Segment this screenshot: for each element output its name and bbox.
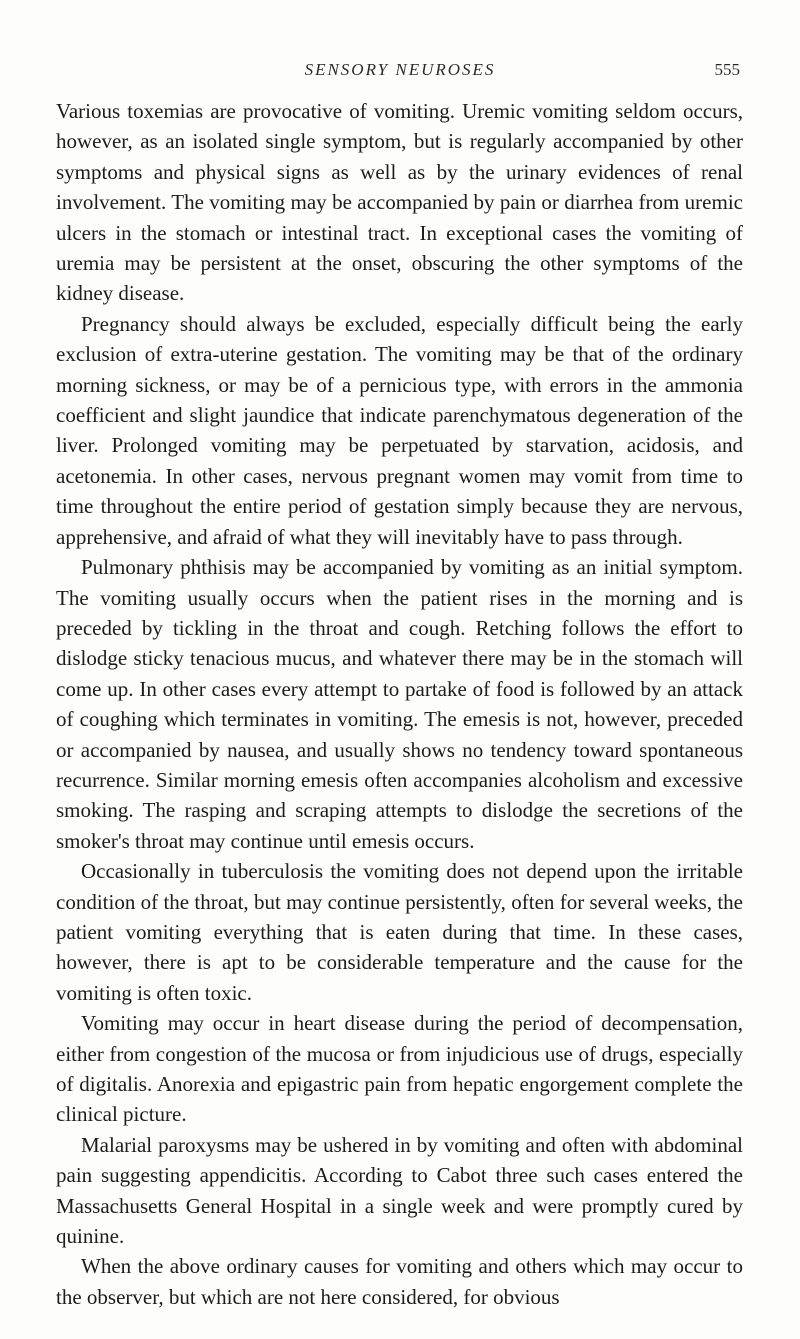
- paragraph-toxemias: Various toxemias are provocative of vomiting. Uremic vomiting seldom occurs, however, as an isolated single symptom, but is regularly accompanied by other symptoms and physical signs as well as by the urinary evidences of renal involvement. The vomiting may be accompanied by pain or diarrhea from uremic ulcers in the stomach or intestinal tract. In exceptional cases the vomiting of uremia may be persistent at the onset, obscuring the other symptoms of the kidney disease.: [56, 99, 743, 306]
- page-number: 555: [714, 60, 740, 79]
- paragraph-ordinary-causes: When the above ordinary causes for vomiting and others which may occur to the observer, but which are not here considered, for obvious: [56, 1254, 743, 1309]
- running-head: [60, 60, 740, 86]
- paragraph-pregnancy: Pregnancy should always be excluded, especially difficult being the early exclusion of extra-uterine gestation. The vomiting may be that of the ordinary morning sickness, or may be of a pernicious type, with errors in the ammonia coefficient and slight jaundice that indicate parenchymatous degeneration of the liver. Prolonged vomiting may be perpetuated by starvation, acidosis, and acetonemia. In other cases, nervous pregnant women may vomit from time to time throughout the entire period of gestation simply because they are nervous, apprehensive, and afraid of what they will inevitably have to pass through.: [56, 311, 743, 549]
- running-title: SENSORY NEUROSES: [304, 60, 496, 79]
- paragraph-heart-disease: Vomiting may occur in heart disease during the period of decompensation, either from congestion of the mucosa or from injudicious use of drugs, especially of digitalis. Anorexia and epigastric pain from hepatic engorgement complete the clinical picture.: [56, 1011, 743, 1127]
- body-text: [56, 96, 743, 1312]
- paragraph-tuberculosis: Occasionally in tuberculosis the vomiting does not depend upon the irritable condition of the throat, but may continue persistently, often for several weeks, the patient vomiting everything that is eaten during that time. In these cases, however, there is apt to be considerable temperature and the cause for the vomiting is often toxic.: [56, 859, 743, 1005]
- paragraph-malarial: Malarial paroxysms may be ushered in by vomiting and often with abdominal pain suggesting appendicitis. According to Cabot three such cases entered the Massachusetts General Hospital in a single week and were promptly cured by quinine.: [56, 1132, 743, 1249]
- paragraph-pulmonary-phthisis: Pulmonary phthisis may be accompanied by vomiting as an initial symptom. The vomiting usually occurs when the patient rises in the morning and is preceded by tickling in the throat and cough. Retching follows the effort to dislodge sticky tenacious mucus, and whatever there may be in the stomach will come up. In other cases every attempt to partake of food is followed by an attack of coughing which terminates in vomiting. The emesis is not, however, preceded or accompanied by nausea, and usually shows no tendency toward spontaneous recurrence. Similar morning emesis often accompanies alcoholism and excessive smoking. The rasping and scraping attempts to dislodge the secretions of the smoker's throat may continue until emesis occurs.: [56, 555, 743, 853]
